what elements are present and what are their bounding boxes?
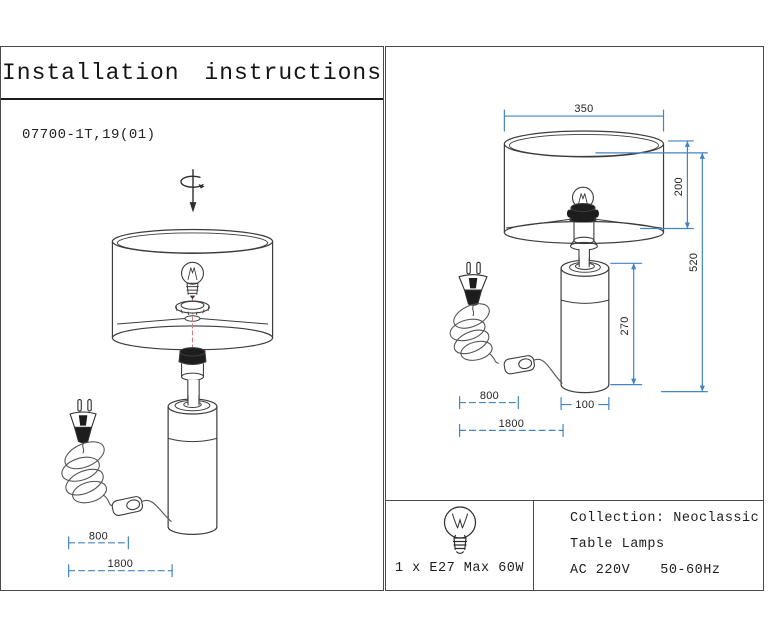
bulb-icon bbox=[438, 505, 482, 559]
title-bar bbox=[1, 47, 383, 100]
ring-nut bbox=[176, 301, 210, 315]
bulb-spec-cell bbox=[386, 501, 534, 590]
dimension-shade-diameter bbox=[504, 103, 663, 131]
power-plug-icon bbox=[459, 262, 487, 315]
lamp-base bbox=[168, 396, 217, 535]
dim-label-1800-right: 1800 bbox=[498, 417, 525, 430]
rotation-arrow-icon bbox=[181, 170, 204, 213]
dim-label-100: 100 bbox=[575, 399, 595, 412]
spec-info-cell bbox=[534, 501, 763, 590]
dim-label-200: 200 bbox=[672, 177, 685, 197]
light-bulb bbox=[182, 262, 204, 299]
right-panel bbox=[385, 46, 764, 591]
dimension-base-height bbox=[611, 263, 642, 384]
collection-text: Collection: Neoclassic bbox=[570, 511, 760, 526]
dimension-base-diameter bbox=[561, 398, 609, 411]
model-number: 07700-1T,19(01) bbox=[22, 127, 156, 143]
dimension-shade-height bbox=[641, 141, 694, 229]
dimension-cord-total-right bbox=[460, 418, 563, 436]
dimension-total-height bbox=[596, 153, 707, 392]
dim-label-350: 350 bbox=[574, 103, 594, 116]
dim-label-800-left: 800 bbox=[88, 530, 109, 543]
inline-switch bbox=[111, 496, 171, 522]
page-title: Installation instructions bbox=[1, 59, 383, 86]
spec-box bbox=[386, 500, 763, 590]
dim-label-270: 270 bbox=[619, 316, 632, 336]
voltage-text: AC 220V bbox=[570, 563, 631, 578]
inline-switch bbox=[503, 355, 562, 383]
cord-coil bbox=[59, 436, 113, 506]
frequency-text: 50-60Hz bbox=[660, 563, 721, 578]
bulb-spec-text: 1 x E27 Max 60W bbox=[394, 561, 525, 576]
left-panel bbox=[0, 46, 384, 591]
power-text bbox=[570, 563, 763, 578]
category-text: Table Lamps bbox=[570, 537, 665, 552]
dimension-cord-total-left bbox=[69, 558, 172, 576]
power-plug-icon bbox=[70, 400, 96, 453]
dimension-cord-switch-left bbox=[69, 530, 129, 548]
dim-label-1800-left: 1800 bbox=[107, 558, 134, 571]
light-bulb bbox=[567, 187, 599, 223]
dimension-cord-switch-right bbox=[460, 390, 519, 408]
lamp-base bbox=[561, 258, 609, 392]
dim-label-800-right: 800 bbox=[479, 390, 500, 403]
dim-label-520: 520 bbox=[687, 252, 700, 272]
